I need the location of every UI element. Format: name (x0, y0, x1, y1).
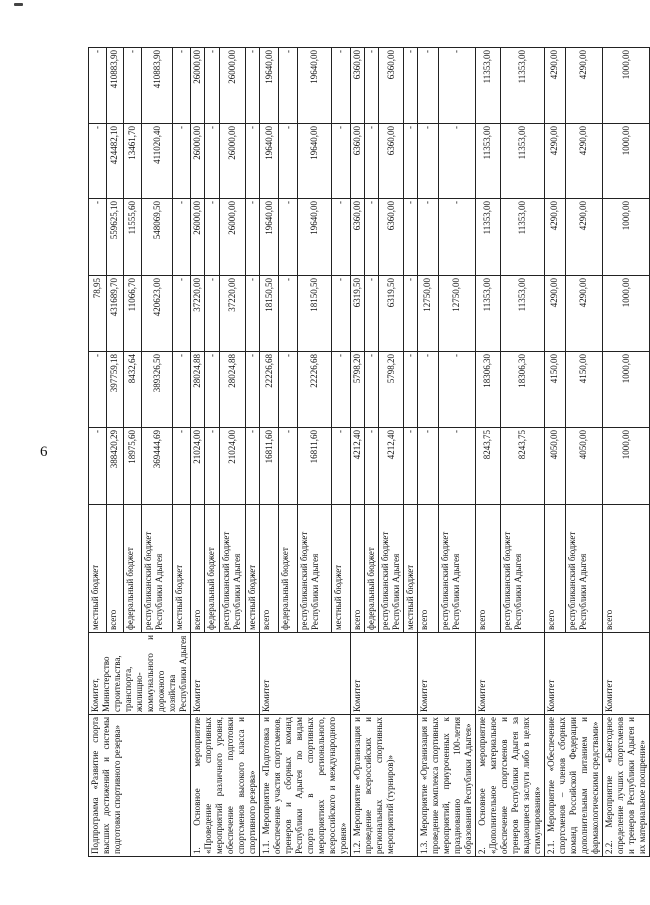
amount-cell: 28024,88 (219, 352, 245, 428)
funding-source-cell: федеральный бюджет (124, 505, 142, 633)
amount-cell: - (365, 428, 379, 505)
amount-cell: 37220,00 (191, 276, 205, 352)
amount-cell: 18150,50 (260, 276, 279, 352)
executor-cell: Комитет (351, 633, 418, 715)
amount-cell: - (89, 124, 107, 199)
executor-cell: Комитет (260, 633, 351, 715)
amount-cell: 22226,68 (260, 352, 279, 428)
amount-cell: 19640,00 (260, 124, 279, 199)
amount-cell: 26000,00 (219, 48, 245, 124)
budget-table (88, 47, 650, 857)
amount-cell: 389326,50 (141, 352, 172, 428)
amount-cell: 11353,00 (476, 124, 501, 199)
table-row (260, 48, 279, 857)
amount-cell: 11353,00 (500, 199, 544, 276)
amount-cell: - (205, 199, 219, 276)
amount-cell: - (124, 48, 142, 124)
amount-cell: 11353,00 (476, 276, 501, 352)
measure-name-cell: 1.3. Мероприятие «Организация и проведение комплекса спортивных мероприятий, приуроченных к празднованию 100-летия образования Республики Адыгея» (418, 715, 476, 857)
amount-cell: 6360,00 (351, 124, 365, 199)
funding-source-cell: всего (106, 505, 124, 633)
amount-cell: 4150,00 (545, 352, 566, 428)
table-row (89, 48, 107, 857)
amount-cell: 4290,00 (545, 124, 566, 199)
amount-cell: 18975,60 (124, 428, 142, 505)
amount-cell: - (438, 352, 475, 428)
measure-name-cell: Подпрограмма «Развитие спорта высших достижений и системы подготовки спортивного резерва» (89, 715, 191, 857)
amount-cell: - (245, 48, 259, 124)
amount-cell: 21024,00 (219, 428, 245, 505)
amount-cell: - (438, 48, 475, 124)
amount-cell: 13461,70 (124, 124, 142, 199)
funding-source-cell: местный бюджет (245, 505, 259, 633)
amount-cell: - (331, 124, 350, 199)
amount-cell: - (404, 199, 418, 276)
amount-cell: - (205, 124, 219, 199)
amount-cell: 6360,00 (351, 199, 365, 276)
executor-cell: Комитет, Министерство строительства, транспорта, жилищно-коммунального и дорожного хозяйства Республики Адыгея (89, 633, 191, 715)
amount-cell: 4290,00 (565, 199, 602, 276)
amount-cell: 1000,00 (603, 352, 650, 428)
amount-cell: - (205, 276, 219, 352)
table-row (476, 48, 501, 857)
amount-cell: - (404, 124, 418, 199)
amount-cell: 6319,50 (351, 276, 365, 352)
amount-cell: - (205, 48, 219, 124)
amount-cell: 6360,00 (351, 48, 365, 124)
amount-cell: 420623,00 (141, 276, 172, 352)
amount-cell: 410883,90 (141, 48, 172, 124)
funding-source-cell: федеральный бюджет (279, 505, 298, 633)
funding-source-cell: местный бюджет (404, 505, 418, 633)
funding-source-cell: республиканский бюджет Республики Адыгея (141, 505, 172, 633)
amount-cell: 4290,00 (545, 48, 566, 124)
amount-cell: - (418, 48, 439, 124)
table-row (351, 48, 365, 857)
executor-cell: Комитет (476, 633, 545, 715)
amount-cell: 11353,00 (476, 199, 501, 276)
amount-cell: 424482,10 (106, 124, 124, 199)
amount-cell: 411020,40 (141, 124, 172, 199)
amount-cell: - (173, 124, 191, 199)
amount-cell: 11353,00 (500, 124, 544, 199)
amount-cell: 1000,00 (603, 199, 650, 276)
amount-cell: 4212,40 (379, 428, 404, 505)
executor-cell: Комитет (418, 633, 476, 715)
amount-cell: 11353,00 (500, 276, 544, 352)
amount-cell: - (418, 428, 439, 505)
amount-cell: 4050,00 (545, 428, 566, 505)
amount-cell: - (279, 276, 298, 352)
amount-cell: - (245, 428, 259, 505)
amount-cell: 8243,75 (500, 428, 544, 505)
amount-cell: 4290,00 (545, 276, 566, 352)
amount-cell: - (173, 276, 191, 352)
amount-cell: 431689,70 (106, 276, 124, 352)
amount-cell: 78,95 (89, 276, 107, 352)
amount-cell: - (365, 199, 379, 276)
amount-cell: 19640,00 (298, 199, 332, 276)
amount-cell: 12750,00 (418, 276, 439, 352)
funding-source-cell: местный бюджет (89, 505, 107, 633)
executor-cell: Комитет (191, 633, 260, 715)
amount-cell: - (438, 428, 475, 505)
funding-source-cell: республиканский бюджет Республики Адыгея (219, 505, 245, 633)
amount-cell: - (173, 199, 191, 276)
amount-cell: 4290,00 (565, 276, 602, 352)
amount-cell: - (438, 199, 475, 276)
amount-cell: - (245, 124, 259, 199)
amount-cell: 6360,00 (379, 199, 404, 276)
scan-artifact (14, 3, 23, 6)
amount-cell: 1000,00 (603, 124, 650, 199)
amount-cell: - (173, 352, 191, 428)
amount-cell: - (418, 352, 439, 428)
amount-cell: 19640,00 (298, 124, 332, 199)
funding-source-cell: всего (418, 505, 439, 633)
amount-cell: - (173, 48, 191, 124)
funding-source-cell: всего (191, 505, 205, 633)
amount-cell: 11555,60 (124, 199, 142, 276)
executor-cell: Комитет (545, 633, 603, 715)
amount-cell: 4212,40 (351, 428, 365, 505)
funding-source-cell: республиканский бюджет Республики Адыгея (565, 505, 602, 633)
amount-cell: 21024,00 (191, 428, 205, 505)
table-row (191, 48, 205, 857)
amount-cell: - (365, 276, 379, 352)
amount-cell: 6360,00 (379, 124, 404, 199)
amount-cell: 369444,69 (141, 428, 172, 505)
amount-cell: - (365, 352, 379, 428)
amount-cell: - (89, 428, 107, 505)
amount-cell: - (438, 124, 475, 199)
amount-cell: - (279, 124, 298, 199)
amount-cell: - (279, 428, 298, 505)
table-row (418, 48, 439, 857)
measure-name-cell: 1.1. Мероприятие «Подготовка и обеспечение участия спортсменов, тренеров и сборных команд Республики Адыгея по видам спорта в спортивных мероприятиях регионального, всероссийского и международного уровня» (260, 715, 351, 857)
amount-cell: 559625,10 (106, 199, 124, 276)
amount-cell: 11353,00 (500, 48, 544, 124)
amount-cell: - (404, 352, 418, 428)
amount-cell: 19640,00 (298, 48, 332, 124)
funding-source-cell: всего (476, 505, 501, 633)
funding-source-cell: всего (351, 505, 365, 633)
amount-cell: 16811,60 (298, 428, 332, 505)
amount-cell: 1000,00 (603, 276, 650, 352)
measure-name-cell: 2.2. Мероприятие «Ежегодное определение лучших спортсменов и тренеров Республики Адыгея и их материальное поощрение» (603, 715, 650, 857)
amount-cell: 16811,60 (260, 428, 279, 505)
amount-cell: 1000,00 (603, 48, 650, 124)
amount-cell: - (365, 124, 379, 199)
amount-cell: - (404, 48, 418, 124)
funding-source-cell: федеральный бюджет (205, 505, 219, 633)
amount-cell: 18306,30 (500, 352, 544, 428)
amount-cell: - (245, 199, 259, 276)
amount-cell: - (205, 428, 219, 505)
amount-cell: 388420,29 (106, 428, 124, 505)
amount-cell: - (404, 428, 418, 505)
amount-cell: - (331, 428, 350, 505)
amount-cell: 4150,00 (565, 352, 602, 428)
measure-name-cell: 1. Основное мероприятие «Проведение спортивных мероприятий различного уровня, обеспечение подготовки спортсменов высокого класса и спортивного резерва» (191, 715, 260, 857)
amount-cell: 28024,88 (191, 352, 205, 428)
funding-source-cell: республиканский бюджет Республики Адыгея (379, 505, 404, 633)
measure-name-cell: 2. Основное мероприятие «Дополнительное материальное обеспечение спортсменов и тренеров Республики Адыгея за выдающиеся заслуги либо в целях стимулирования» (476, 715, 545, 857)
amount-cell: 5798,20 (351, 352, 365, 428)
funding-source-cell: республиканский бюджет Республики Адыгея (438, 505, 475, 633)
amount-cell: 18306,30 (476, 352, 501, 428)
measure-name-cell: 1.2. Мероприятие «Организация и проведение всероссийских и региональных спортивных мероприятий (турниров)» (351, 715, 418, 857)
amount-cell: 6360,00 (379, 48, 404, 124)
amount-cell: - (89, 199, 107, 276)
amount-cell: 397759,18 (106, 352, 124, 428)
amount-cell: 18150,50 (298, 276, 332, 352)
amount-cell: 22226,68 (298, 352, 332, 428)
amount-cell: - (89, 48, 107, 124)
amount-cell: - (331, 276, 350, 352)
amount-cell: - (404, 276, 418, 352)
amount-cell: 8243,75 (476, 428, 501, 505)
funding-source-cell: республиканский бюджет Республики Адыгея (500, 505, 544, 633)
amount-cell: 26000,00 (191, 48, 205, 124)
amount-cell: - (331, 199, 350, 276)
amount-cell: - (279, 199, 298, 276)
amount-cell: 26000,00 (191, 124, 205, 199)
amount-cell: 6319,50 (379, 276, 404, 352)
funding-source-cell: всего (260, 505, 279, 633)
amount-cell: - (89, 352, 107, 428)
amount-cell: - (245, 276, 259, 352)
amount-cell: 4290,00 (565, 48, 602, 124)
amount-cell: 8432,64 (124, 352, 142, 428)
amount-cell: - (418, 124, 439, 199)
amount-cell: 4290,00 (545, 199, 566, 276)
amount-cell: 19640,00 (260, 48, 279, 124)
amount-cell: 1000,00 (603, 428, 650, 505)
measure-name-cell: 2.1. Мероприятие «Обеспечение спортсменов – членов сборных команд Российской Федерации дополнительным питанием и фармакологическими средствами» (545, 715, 603, 857)
executor-cell: Комитет (603, 633, 650, 715)
funding-source-cell: местный бюджет (173, 505, 191, 633)
table-row (545, 48, 566, 857)
amount-cell: 4290,00 (565, 124, 602, 199)
funding-source-cell: республиканский бюджет Республики Адыгея (298, 505, 332, 633)
amount-cell: 548069,50 (141, 199, 172, 276)
funding-source-cell: местный бюджет (331, 505, 350, 633)
page-number: 6 (40, 444, 48, 460)
amount-cell: - (279, 48, 298, 124)
amount-cell: - (418, 199, 439, 276)
amount-cell: 19640,00 (260, 199, 279, 276)
amount-cell: - (245, 352, 259, 428)
amount-cell: 12750,00 (438, 276, 475, 352)
amount-cell: 410883,90 (106, 48, 124, 124)
funding-source-cell: всего (603, 505, 650, 633)
amount-cell: 26000,00 (191, 199, 205, 276)
amount-cell: - (331, 352, 350, 428)
amount-cell: 11066,70 (124, 276, 142, 352)
amount-cell: - (173, 428, 191, 505)
table-row (603, 48, 650, 857)
amount-cell: - (365, 48, 379, 124)
rotated-table-container (88, 48, 647, 857)
funding-source-cell: всего (545, 505, 566, 633)
amount-cell: 11353,00 (476, 48, 501, 124)
amount-cell: 37220,00 (219, 276, 245, 352)
amount-cell: - (205, 352, 219, 428)
amount-cell: - (279, 352, 298, 428)
amount-cell: 26000,00 (219, 124, 245, 199)
amount-cell: 5798,20 (379, 352, 404, 428)
amount-cell: - (331, 48, 350, 124)
amount-cell: 4050,00 (565, 428, 602, 505)
amount-cell: 26000,00 (219, 199, 245, 276)
funding-source-cell: федеральный бюджет (365, 505, 379, 633)
